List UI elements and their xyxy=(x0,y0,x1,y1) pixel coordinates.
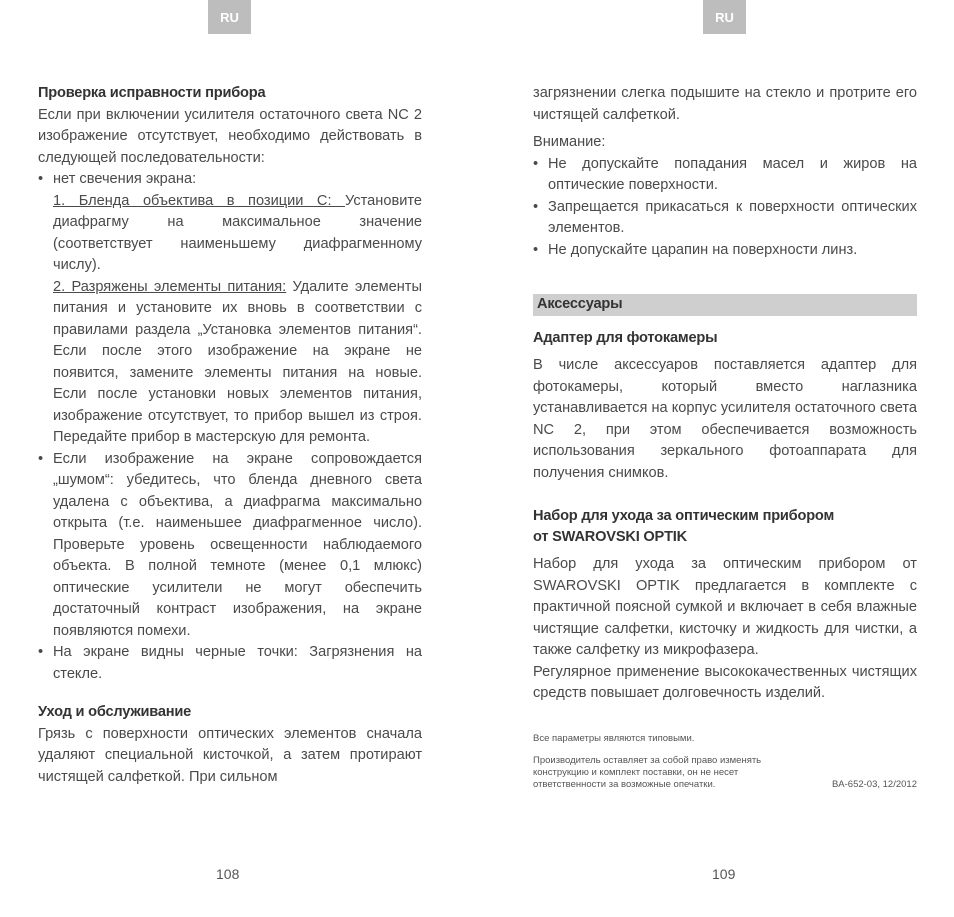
heading-camera-adapter: Адаптер для фотокамеры xyxy=(533,329,718,346)
step-2 xyxy=(38,277,422,449)
intro-paragraph: Если при включении усилителя остаточного света NC 2 изображение отсутствует, необходимо действовать в следующей последовательности: xyxy=(38,106,422,166)
regular-use-paragraph: Регулярное применение высококачественных чистящих средств повышает долговечность изделий. xyxy=(533,663,917,701)
right-column xyxy=(533,83,917,791)
care-continued: загрязнении слегка подышите на стекло и протрите его чистящей салфеткой. xyxy=(533,85,917,123)
disclaimer xyxy=(533,755,917,791)
attention-label: Внимание: xyxy=(533,134,606,150)
bullet-black-dots: • На экране видны черные точки: Загрязнения на стекле. xyxy=(38,642,422,685)
language-tab-right: RU xyxy=(703,0,746,34)
step-1-title: 1. Бленда объектива в позиции C: xyxy=(53,192,346,209)
step-2-title: 2. Разряжены элементы питания: xyxy=(53,278,287,295)
warning-oils: • Не допускайте попадания масел и жиров на оптические поверхности. xyxy=(533,154,917,197)
step-1 xyxy=(38,191,422,277)
bullet-noise: • Если изображение на экране сопровождается „шумом“: убедитесь, что бленда дневного света удалена с объектива, а диафрагма максимально открыта (т.е. наименьшее диафрагменное число). Проверьте уровень освещенности наблюдаемого объекта. В полной темноте (менее 0,1 млюкс) оптические усилители не могут обеспечить достаточный контраст изображения, на экране появляются помехи. xyxy=(38,449,422,643)
disclaimer-line-2: конструкцию и комплект поставки, он не несет xyxy=(533,766,739,778)
warning-touch: • Запрещается прикасаться к поверхности оптических элементов. xyxy=(533,197,917,240)
heading-care-kit-line2: от SWAROVSKI OPTIK xyxy=(533,529,687,545)
warning-scratches: • Не допускайте царапин на поверхности линз. xyxy=(533,240,917,262)
step-1-text: Установите диафрагму на максимальное значение (соответствует наименьшему диафрагменному числу). xyxy=(53,192,422,273)
document-code: BA-652-03, 12/2012 xyxy=(831,778,917,790)
adapter-paragraph: В числе аксессуаров поставляется адаптер для фотокамеры, который вместо наглазника устанавливается на корпус усилителя остаточного света NC 2, при этом обеспечивается возможность использования зеркального фотоаппарата для получения снимков. xyxy=(533,357,917,481)
heading-care-kit-line1: Набор для ухода за оптическим прибором xyxy=(533,508,835,524)
page-number-left: 108 xyxy=(216,866,240,882)
disclaimer-line-1: Производитель оставляет за собой право изменять xyxy=(533,754,762,766)
heading-accessories: Аксессуары xyxy=(533,294,917,316)
left-column xyxy=(38,83,422,788)
language-tab-left: RU xyxy=(208,0,251,34)
heading-check: Проверка исправности прибора xyxy=(38,85,266,101)
heading-care-kit xyxy=(533,506,917,548)
page-number-right: 109 xyxy=(712,866,736,882)
kit-paragraph: Набор для ухода за оптическим прибором от SWAROVSKI OPTIK предлагается в комплекте с практичной поясной сумкой и включает в себя влажные чистящие салфетки, кисточку и жидкость для чистки, а также салфетку из микрофазера. xyxy=(533,556,917,658)
disclaimer-line-3: ответственности за возможные опечатки. xyxy=(533,778,716,790)
heading-care: Уход и обслуживание xyxy=(38,704,192,720)
bullet-no-glow: • нет свечения экрана: xyxy=(38,169,422,191)
typical-params-note: Все параметры являются типовыми. xyxy=(533,732,695,744)
step-2-text: Удалите элементы питания и установите их вновь в соответствии с правилами раздела „Установка элементов питания“. Если после этого изображение на экране не появится, замените элементы питания на новые. Если после установки новых элементов питания, изображение отсутствует, то прибор вышел из строя. Передайте прибор в мастерскую для ремонта. xyxy=(53,278,422,445)
care-paragraph: Грязь с поверхности оптических элементов сначала удаляют специальной кисточкой, а затем протирают чистящей салфеткой. При сильном xyxy=(38,725,422,785)
